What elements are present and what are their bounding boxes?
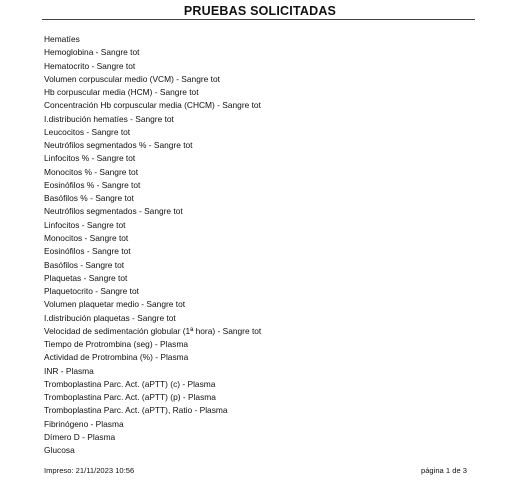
requested-tests-list: [44, 33, 484, 458]
list-item: Eosinófilos - Sangre tot: [44, 246, 131, 257]
list-item: Hematíes: [44, 34, 80, 44]
list-item: Monocitos % - Sangre tot: [44, 166, 139, 177]
list-item: Tromboplastina Parc. Act. (aPTT) (p) - Plasma: [44, 392, 216, 403]
list-item: Hb corpuscular media (HCM) - Sangre tot: [44, 87, 199, 98]
list-item: Neutrófilos segmentados % - Sangre tot: [44, 140, 193, 151]
list-item: INR - Plasma: [44, 365, 94, 376]
list-item: Volumen corpuscular medio (VCM) - Sangre tot: [44, 73, 220, 84]
list-item: Tiempo de Protrombina (seg) - Plasma: [44, 339, 188, 350]
list-item: Plaquetas - Sangre tot: [44, 272, 128, 283]
list-item: Neutrófilos segmentados - Sangre tot: [44, 206, 183, 217]
list-item: Dímero D - Plasma: [44, 431, 116, 442]
list-item: Basófilos - Sangre tot: [44, 259, 125, 270]
list-item: Basófilos % - Sangre tot: [44, 193, 134, 204]
list-item: Velocidad de sedimentación globular (1ª hora) - Sangre tot: [44, 325, 262, 336]
list-item: Linfocitos - Sangre tot: [44, 219, 126, 230]
list-item: Hematocrito - Sangre tot: [44, 60, 136, 71]
page-indicator: página 1 de 3: [420, 466, 467, 475]
list-item: Glucosa: [44, 445, 75, 456]
list-item: I.distribución plaquetas - Sangre tot: [44, 312, 176, 323]
list-item: Concentración Hb corpuscular media (CHCM) - Sangre tot: [44, 100, 261, 111]
list-item: Tromboplastina Parc. Act. (aPTT), Ratio - Plasma: [44, 405, 228, 416]
list-item: I.distribución hematíes - Sangre tot: [44, 113, 174, 124]
list-item: Linfocitos % - Sangre tot: [44, 153, 136, 164]
list-item: Actividad de Protrombina (%) - Plasma: [44, 352, 189, 363]
list-item: Eosinófilos % - Sangre tot: [44, 179, 141, 190]
list-item: Monocitos - Sangre tot: [44, 232, 129, 243]
list-item: Fibrinógeno - Plasma: [44, 418, 124, 429]
list-item: Hemoglobina - Sangre tot: [44, 47, 140, 58]
page-title: PRUEBAS SOLICITADAS: [183, 4, 337, 18]
list-item: Plaquetocrito - Sangre tot: [44, 286, 139, 297]
list-item: Leucocitos - Sangre tot: [44, 126, 131, 137]
title-divider: [42, 19, 475, 20]
print-timestamp: Impreso: 21/11/2023 10:56: [44, 466, 135, 475]
list-item: Tromboplastina Parc. Act. (aPTT) (c) - Plasma: [44, 378, 216, 389]
list-item: Volumen plaquetar medio - Sangre tot: [44, 299, 186, 310]
